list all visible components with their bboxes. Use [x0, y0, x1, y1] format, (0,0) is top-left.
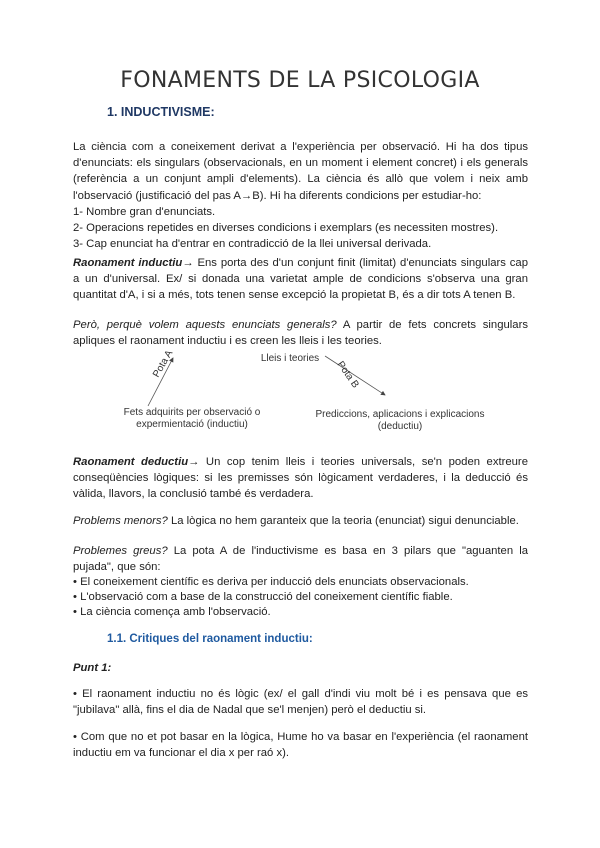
- pillar-item: • La ciència comença amb l'observació.: [73, 606, 271, 619]
- inductiu-term: Raonament inductiu: [73, 257, 183, 269]
- menors-label: Problems menors?: [73, 515, 168, 527]
- diagram-right-line1: Prediccions, aplicacions i explicacions: [315, 409, 485, 420]
- section-heading-critiques: 1.1. Critiques del raonament inductiu:: [107, 633, 313, 645]
- deductiu-paragraph: [73, 454, 528, 503]
- diagram-right-line2: (deductiu): [377, 421, 423, 432]
- greus-text: La pota A de l'inductivisme es basa en 3 pilars que "aguanten la pujada", que són:: [73, 545, 528, 574]
- greus-paragraph: [73, 543, 528, 620]
- pillar-item: • El coneixement científic es deriva per inducció dels enunciats observacionals.: [73, 576, 469, 589]
- punt-1-heading: Punt 1:: [73, 662, 112, 674]
- inductiu-text: → Ens porta des d'un conjunt finit (limitat) d'enunciats singulars cap a un d'universal. Ex/ si donada una varietat ample de condicions s'observa una gran quantitat d'A, i si a més, tots tenen sense excepció la propietat B, és a dir tots A tenen B.: [73, 257, 528, 302]
- diagram-left-line1: Fets adquirits per observació o: [123, 407, 261, 418]
- condition-item: 2- Operacions repetides en diverses condicions i exemplars (es necessiten mostres).: [73, 222, 499, 235]
- inductiu-paragraph: [73, 255, 528, 304]
- pota-b-label: Pota B: [334, 359, 361, 391]
- critique-bullet: • Com que no et pot basar en la lògica, Hume ho va basar en l'experiència (el raonament inductiu em va funcionar el dia x per raó x).: [73, 731, 528, 760]
- question-label: Però, perquè volem aquests enunciats generals?: [73, 319, 337, 331]
- page-title: FONAMENTS DE LA PSICOLOGIA: [120, 68, 480, 93]
- diagram-top-label: Lleis i teories: [260, 353, 320, 364]
- pillar-item: • L'observació com a base de la construcció del coneixement científic fiable.: [73, 591, 453, 604]
- question-paragraph: [73, 317, 528, 349]
- induction-deduction-diagram: [120, 348, 485, 435]
- intro-paragraph: [73, 139, 528, 252]
- intro-text: La ciència com a coneixement derivat a l'experiència per observació. Hi ha dos tipus d'enunciats: els singulars (observacionals, en un moment i element concret) i els generals (referència a un conjunt ampli d'elements). La ciència és allò que volem i neix amb l'observació (justificació del pas A→B). Hi ha diferents condicions per estudiar-ho:: [73, 141, 528, 202]
- menors-text: La lògica no hem garanteix que la teoria (enunciat) sigui denunciable.: [167, 515, 519, 527]
- condition-item: 3- Cap enunciat ha d'entrar en contradicció de la llei universal derivada.: [73, 238, 432, 251]
- deductiu-term: Raonament deductiu: [73, 456, 189, 468]
- section-heading-inductivisme: 1. INDUCTIVISME:: [107, 105, 215, 119]
- critique-bullet: • El raonament inductiu no és lògic (ex/ el gall d'indi viu molt bé i es pensava que es "jubilava" allà, fins el dia de Nadal que se'l menjen) però el deductiu si.: [73, 688, 528, 717]
- greus-label: Problemes greus?: [73, 545, 168, 557]
- diagram-left-line2: expermientació (inductiu): [136, 419, 248, 430]
- menors-paragraph: [73, 513, 528, 529]
- pota-a-label: Pota A: [151, 348, 176, 380]
- deductiu-text: → Un cop tenim lleis i teories universals, se'n poden extreure conseqüències lògiques: si les premisses són lògicament verdaderes, i la deducció és vàlida, llavors, la conclusió també és verdadera.: [73, 456, 528, 501]
- condition-item: 1- Nombre gran d'enunciats.: [73, 205, 216, 218]
- question-text: A partir de fets concrets singulars apliques el raonament inductiu i es creen les lleis i les teories.: [73, 319, 528, 348]
